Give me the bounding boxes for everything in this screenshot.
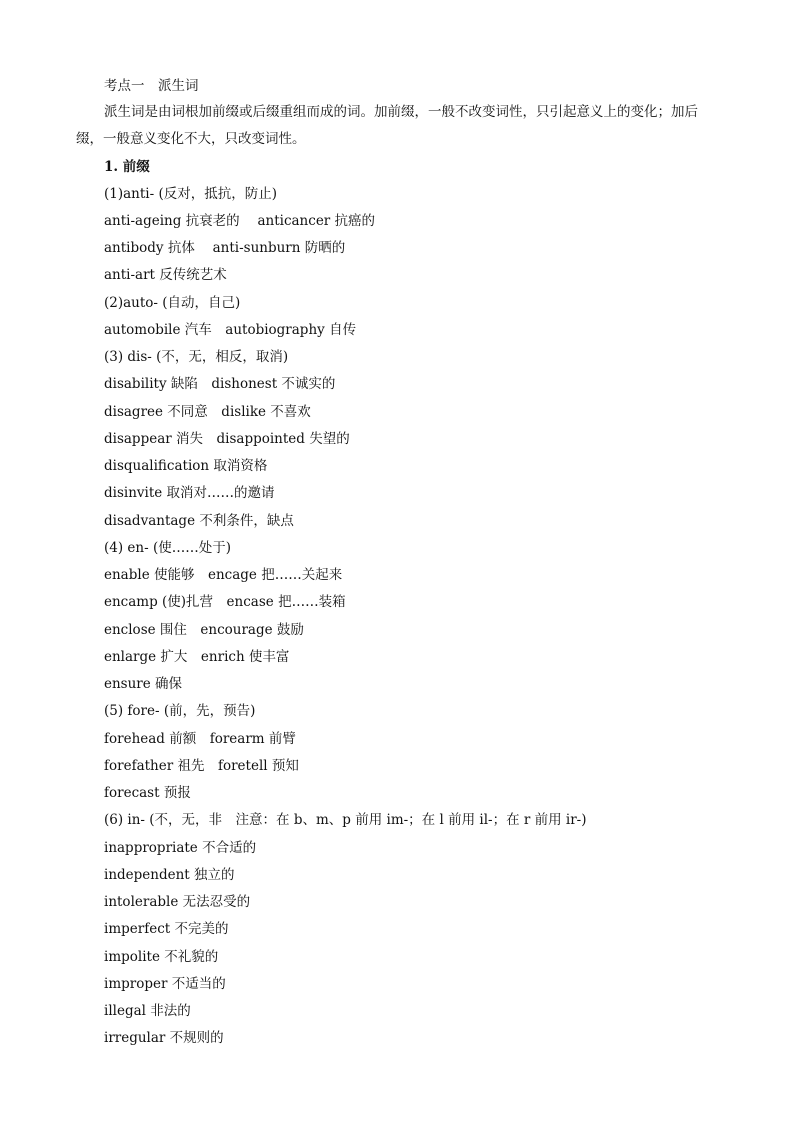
text-line: forefather 祖先 foretell 预知 bbox=[104, 758, 299, 774]
text-line: (6) in- (不，无，非 注意：在 b、m、p 前用 im-；在 l 前用 il-；在 r 前用 ir-) bbox=[104, 812, 587, 828]
subheading-prefix: 1. 前缀 bbox=[104, 159, 150, 175]
text-line: (3) dis- (不，无，相反，取消) bbox=[104, 349, 289, 365]
text-line: disagree 不同意 dislike 不喜欢 bbox=[104, 404, 311, 420]
text-line: inappropriate 不合适的 bbox=[104, 840, 257, 856]
text-line: independent 独立的 bbox=[104, 867, 235, 883]
text-line: impolite 不礼貌的 bbox=[104, 949, 219, 965]
text-line: irregular 不规则的 bbox=[104, 1030, 224, 1046]
text-line: (5) fore- (前，先，预告) bbox=[104, 703, 256, 719]
text-line: disqualification 取消资格 bbox=[104, 458, 268, 474]
text-line: disadvantage 不利条件，缺点 bbox=[104, 513, 294, 529]
text-line: disappear 消失 disappointed 失望的 bbox=[104, 431, 350, 447]
text-line: antibody 抗体 anti-sunburn 防晒的 bbox=[104, 240, 346, 256]
text-line: enable 使能够 encage 把……关起来 bbox=[104, 567, 343, 583]
text-line: intolerable 无法忍受的 bbox=[104, 894, 251, 910]
text-line: ensure 确保 bbox=[104, 676, 183, 692]
text-line: improper 不适当的 bbox=[104, 976, 226, 992]
text-line: (1)anti- (反对，抵抗，防止) bbox=[104, 186, 277, 202]
text-line: encamp (使)扎营 encase 把……装箱 bbox=[104, 594, 346, 610]
text-line: (2)auto- (自动，自己) bbox=[104, 295, 241, 311]
text-line: disability 缺陷 dishonest 不诚实的 bbox=[104, 376, 336, 392]
text-line: forehead 前额 forearm 前臂 bbox=[104, 731, 296, 747]
text-line: (4) en- (使……处于) bbox=[104, 540, 231, 556]
text-line: illegal 非法的 bbox=[104, 1003, 191, 1019]
text-line: disinvite 取消对……的邀请 bbox=[104, 485, 275, 501]
text-line: anti-ageing 抗衰老的 anticancer 抗癌的 bbox=[104, 213, 376, 229]
text-line: enclose 围住 encourage 鼓励 bbox=[104, 622, 304, 638]
intro-paragraph: 派生词是由词根加前缀或后缀重组而成的词。加前缀，一般不改变词性，只引起意义上的变化；加后缀，一般意义变化不大，只改变词性。 bbox=[76, 104, 698, 147]
text-line: anti-art 反传统艺术 bbox=[104, 267, 227, 283]
text-line: forecast 预报 bbox=[104, 785, 191, 801]
text-line: imperfect 不完美的 bbox=[104, 921, 229, 937]
text-line: automobile 汽车 autobiography 自传 bbox=[104, 322, 357, 338]
text-line: enlarge 扩大 enrich 使丰富 bbox=[104, 649, 290, 665]
section-title: 考点一 派生词 bbox=[104, 78, 199, 94]
